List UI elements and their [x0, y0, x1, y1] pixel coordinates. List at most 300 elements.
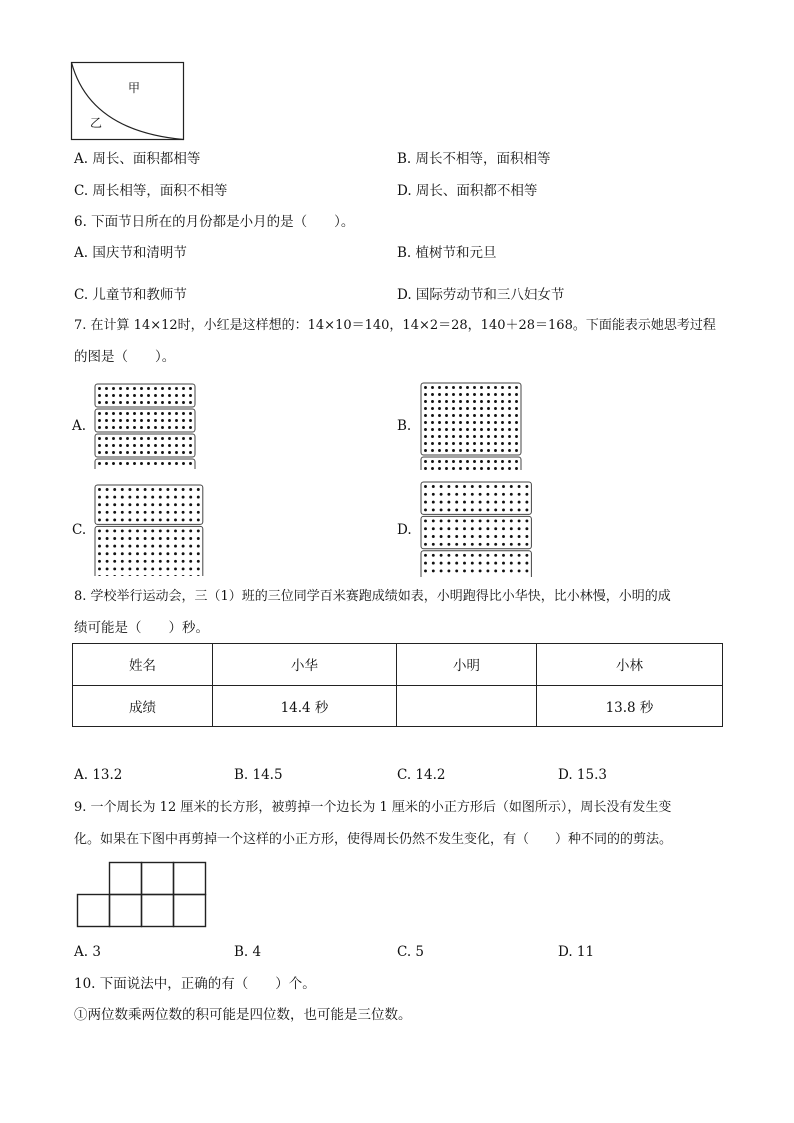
dot — [161, 412, 164, 415]
dot — [438, 460, 441, 463]
q9-option-a: A. 3 — [74, 944, 101, 960]
dot — [182, 537, 185, 540]
dot — [452, 407, 455, 410]
dot — [487, 428, 490, 431]
dot — [452, 428, 455, 431]
dot — [473, 467, 476, 470]
dot — [182, 529, 185, 532]
dot — [98, 394, 101, 397]
dot — [452, 393, 455, 396]
dot — [459, 428, 462, 431]
dot — [502, 519, 505, 522]
dot — [147, 387, 150, 390]
dot — [159, 567, 162, 570]
q7-label-a: A. — [72, 418, 87, 434]
dot — [494, 393, 497, 396]
dot — [447, 501, 450, 504]
dot — [486, 508, 489, 511]
dot — [510, 527, 513, 530]
dot — [136, 537, 139, 540]
dot — [494, 535, 497, 538]
dot — [119, 451, 122, 454]
dot — [112, 401, 115, 404]
dot — [438, 421, 441, 424]
dot — [440, 543, 443, 546]
dot — [452, 442, 455, 445]
dot — [151, 575, 154, 576]
q7-label-d: D. — [397, 522, 412, 538]
dot — [455, 485, 458, 488]
dot — [486, 562, 489, 565]
dot — [189, 503, 192, 506]
dot — [502, 569, 505, 572]
dot — [447, 543, 450, 546]
dot — [98, 511, 101, 514]
dot-group-frame — [421, 516, 531, 548]
dot — [452, 435, 455, 438]
dot — [121, 511, 124, 514]
dot — [147, 401, 150, 404]
dot — [463, 485, 466, 488]
grid-square — [78, 895, 110, 927]
dot-group-frame — [421, 482, 531, 514]
dot — [98, 444, 101, 447]
dot — [480, 414, 483, 417]
dot — [515, 435, 518, 438]
dot — [126, 419, 129, 422]
dot — [471, 493, 474, 496]
dot — [168, 451, 171, 454]
dot — [452, 414, 455, 417]
dot — [494, 569, 497, 572]
dot — [424, 562, 427, 565]
q6-option-d: D. 国际劳动节和三八妇女节 — [397, 287, 565, 303]
dot — [510, 543, 513, 546]
dot — [440, 535, 443, 538]
dot — [424, 386, 427, 389]
dot — [431, 449, 434, 452]
dot — [494, 493, 497, 496]
dot — [161, 451, 164, 454]
dot — [140, 437, 143, 440]
table-cell — [397, 685, 537, 727]
dot — [174, 545, 177, 548]
dot — [510, 493, 513, 496]
dot — [106, 552, 109, 555]
dot — [197, 503, 200, 506]
q5-figure-arc — [72, 63, 184, 140]
dot — [144, 529, 147, 532]
q7-dot-figure-c — [94, 484, 208, 576]
dot — [471, 554, 474, 557]
dot — [508, 386, 511, 389]
dot — [508, 435, 511, 438]
dot — [182, 394, 185, 397]
dot — [128, 552, 131, 555]
dot — [182, 560, 185, 563]
dot — [106, 503, 109, 506]
dot — [424, 460, 427, 463]
dot — [447, 554, 450, 557]
dot — [486, 554, 489, 557]
dot — [440, 508, 443, 511]
dot — [459, 421, 462, 424]
dot — [494, 414, 497, 417]
dot — [455, 527, 458, 530]
dot — [147, 412, 150, 415]
dot — [147, 451, 150, 454]
grid-square — [110, 863, 142, 895]
dot — [494, 519, 497, 522]
dot — [438, 428, 441, 431]
dot — [494, 562, 497, 565]
q6-stem: 6. 下面节日所在的月份都是小月的是（ ）。 — [74, 214, 355, 230]
dot — [447, 493, 450, 496]
dot-group-frame — [421, 383, 521, 455]
dot — [121, 575, 124, 576]
dot — [487, 467, 490, 470]
dot — [159, 518, 162, 521]
dot — [121, 552, 124, 555]
q5-option-a: A. 周长、面积都相等 — [74, 151, 201, 167]
table-cell: 姓名 — [73, 644, 213, 686]
dot — [140, 462, 143, 465]
dot — [144, 511, 147, 514]
dot — [508, 442, 511, 445]
dot — [189, 412, 192, 415]
dot — [147, 394, 150, 397]
table-cell: 成绩 — [73, 685, 213, 727]
dot — [471, 527, 474, 530]
dot — [432, 535, 435, 538]
dot — [445, 449, 448, 452]
dot — [174, 575, 177, 576]
dot — [459, 407, 462, 410]
dot — [494, 467, 497, 470]
dot — [473, 414, 476, 417]
dot — [459, 442, 462, 445]
dot — [459, 400, 462, 403]
dot — [168, 444, 171, 447]
dot — [128, 529, 131, 532]
dot — [494, 508, 497, 511]
dot — [508, 460, 511, 463]
dot — [144, 545, 147, 548]
dot — [136, 560, 139, 563]
dot — [119, 437, 122, 440]
dot — [431, 421, 434, 424]
dot — [445, 393, 448, 396]
dot — [487, 442, 490, 445]
dot — [112, 412, 115, 415]
dot — [182, 419, 185, 422]
dot — [182, 462, 185, 465]
dot — [175, 426, 178, 429]
dot — [147, 444, 150, 447]
dot — [182, 552, 185, 555]
dot — [151, 537, 154, 540]
dot — [113, 537, 116, 540]
dot — [473, 421, 476, 424]
dot — [168, 437, 171, 440]
dot — [98, 575, 101, 576]
dot-group-frame — [95, 526, 203, 576]
dot — [128, 545, 131, 548]
dot — [119, 401, 122, 404]
dot — [424, 569, 427, 572]
dot — [126, 426, 129, 429]
dot — [182, 444, 185, 447]
dot — [510, 485, 513, 488]
dot — [494, 386, 497, 389]
dot — [174, 560, 177, 563]
dot — [487, 421, 490, 424]
dot — [463, 562, 466, 565]
dot — [438, 393, 441, 396]
table-cell: 小华 — [213, 644, 397, 686]
dot — [473, 393, 476, 396]
dot — [105, 451, 108, 454]
dot — [133, 394, 136, 397]
dot — [447, 535, 450, 538]
dot — [486, 519, 489, 522]
dot — [128, 567, 131, 570]
dot — [161, 444, 164, 447]
dot — [159, 560, 162, 563]
dot — [98, 412, 101, 415]
dot — [518, 501, 521, 504]
table-cell: 13.8 秒 — [537, 685, 723, 727]
dot — [508, 414, 511, 417]
dot — [182, 488, 185, 491]
dot — [480, 467, 483, 470]
dot — [480, 449, 483, 452]
dot — [440, 493, 443, 496]
dot — [136, 529, 139, 532]
dot — [166, 503, 169, 506]
dot — [508, 393, 511, 396]
dot — [189, 560, 192, 563]
dot — [168, 401, 171, 404]
dot — [501, 435, 504, 438]
dot — [98, 451, 101, 454]
dot-group-frame — [95, 459, 195, 469]
dot — [440, 562, 443, 565]
q7-dot-figure-d — [420, 481, 538, 577]
dot — [166, 488, 169, 491]
q7-label-c: C. — [72, 522, 87, 538]
dot — [440, 519, 443, 522]
dot — [140, 426, 143, 429]
dot — [463, 543, 466, 546]
dot — [197, 545, 200, 548]
dot-group-frame — [421, 457, 521, 470]
dot — [508, 428, 511, 431]
dot — [119, 412, 122, 415]
dot — [471, 519, 474, 522]
dot — [175, 412, 178, 415]
dot — [486, 527, 489, 530]
dot — [197, 511, 200, 514]
dot — [136, 503, 139, 506]
dot — [473, 435, 476, 438]
dot — [126, 394, 129, 397]
dot — [440, 501, 443, 504]
dot — [502, 508, 505, 511]
dot — [494, 527, 497, 530]
dot — [175, 387, 178, 390]
dot — [174, 488, 177, 491]
dot — [121, 488, 124, 491]
dot — [431, 414, 434, 417]
dot — [502, 535, 505, 538]
dot — [166, 518, 169, 521]
dot — [432, 562, 435, 565]
dot — [424, 428, 427, 431]
dot-group-frame — [95, 409, 195, 432]
dot — [106, 518, 109, 521]
dot — [147, 462, 150, 465]
dot — [113, 511, 116, 514]
dot — [136, 552, 139, 555]
dot — [424, 519, 427, 522]
dot — [463, 519, 466, 522]
dot — [518, 508, 521, 511]
dot — [144, 496, 147, 499]
q5-option-c: C. 周长相等，面积不相等 — [74, 183, 228, 199]
table-cell: 小林 — [537, 644, 723, 686]
dot — [501, 386, 504, 389]
dot — [166, 567, 169, 570]
dot — [501, 442, 504, 445]
dot — [154, 426, 157, 429]
dot — [189, 496, 192, 499]
dot — [501, 421, 504, 424]
dot — [174, 518, 177, 521]
dot — [128, 488, 131, 491]
dot — [438, 407, 441, 410]
dot — [128, 518, 131, 521]
dot — [119, 426, 122, 429]
dot — [463, 569, 466, 572]
q5-option-b: B. 周长不相等，面积相等 — [397, 151, 551, 167]
dot — [445, 407, 448, 410]
dot — [189, 518, 192, 521]
dot — [126, 451, 129, 454]
dot — [459, 449, 462, 452]
dot — [455, 508, 458, 511]
dot — [518, 554, 521, 557]
dot — [480, 428, 483, 431]
dot — [424, 442, 427, 445]
dot — [126, 387, 129, 390]
dot — [502, 485, 505, 488]
dot — [140, 444, 143, 447]
dot — [159, 496, 162, 499]
dot — [112, 444, 115, 447]
dot — [113, 503, 116, 506]
dot — [113, 496, 116, 499]
dot — [133, 462, 136, 465]
dot — [480, 393, 483, 396]
dot — [189, 545, 192, 548]
dot — [494, 407, 497, 410]
dot — [98, 462, 101, 465]
dot — [424, 493, 427, 496]
dot — [501, 414, 504, 417]
dot — [455, 535, 458, 538]
dot — [161, 419, 164, 422]
dot — [494, 442, 497, 445]
dot — [431, 393, 434, 396]
dot — [133, 401, 136, 404]
dot — [144, 567, 147, 570]
dot — [182, 426, 185, 429]
dot — [121, 496, 124, 499]
dot — [126, 437, 129, 440]
dot — [105, 387, 108, 390]
dot — [106, 545, 109, 548]
dot — [98, 437, 101, 440]
dot — [106, 511, 109, 514]
dot — [455, 562, 458, 565]
dot — [119, 387, 122, 390]
dot — [128, 575, 131, 576]
q9-stem-line1: 9. 一个周长为 12 厘米的长方形，被剪掉一个边长为 1 厘米的小正方形后（如图所示），周长没有发生变 — [74, 800, 672, 815]
dot — [455, 543, 458, 546]
dot — [136, 496, 139, 499]
dot — [525, 527, 528, 530]
dot — [466, 386, 469, 389]
dot — [166, 537, 169, 540]
dot-group-frame — [95, 384, 195, 407]
dot — [455, 554, 458, 557]
dot — [502, 543, 505, 546]
dot — [510, 554, 513, 557]
q8-option-c: C. 14.2 — [397, 767, 446, 783]
dot — [479, 519, 482, 522]
dot — [431, 460, 434, 463]
dot — [480, 386, 483, 389]
dot — [182, 412, 185, 415]
dot — [105, 444, 108, 447]
dot — [174, 567, 177, 570]
dot — [151, 567, 154, 570]
dot — [479, 569, 482, 572]
dot — [486, 535, 489, 538]
dot-group-frame — [95, 434, 195, 457]
dot — [518, 562, 521, 565]
dot — [494, 501, 497, 504]
dot — [515, 386, 518, 389]
dot — [486, 543, 489, 546]
dot — [471, 501, 474, 504]
q5-label-jia: 甲 — [128, 81, 141, 95]
q5-option-d: D. 周长、面积都不相等 — [397, 183, 538, 199]
dot — [189, 511, 192, 514]
dot — [161, 401, 164, 404]
dot — [459, 393, 462, 396]
dot — [480, 442, 483, 445]
dot — [471, 535, 474, 538]
dot — [487, 414, 490, 417]
dot — [447, 519, 450, 522]
q6-option-b: B. 植树节和元旦 — [397, 245, 497, 261]
dot — [510, 519, 513, 522]
dot — [159, 503, 162, 506]
dot — [424, 508, 427, 511]
dot — [473, 442, 476, 445]
